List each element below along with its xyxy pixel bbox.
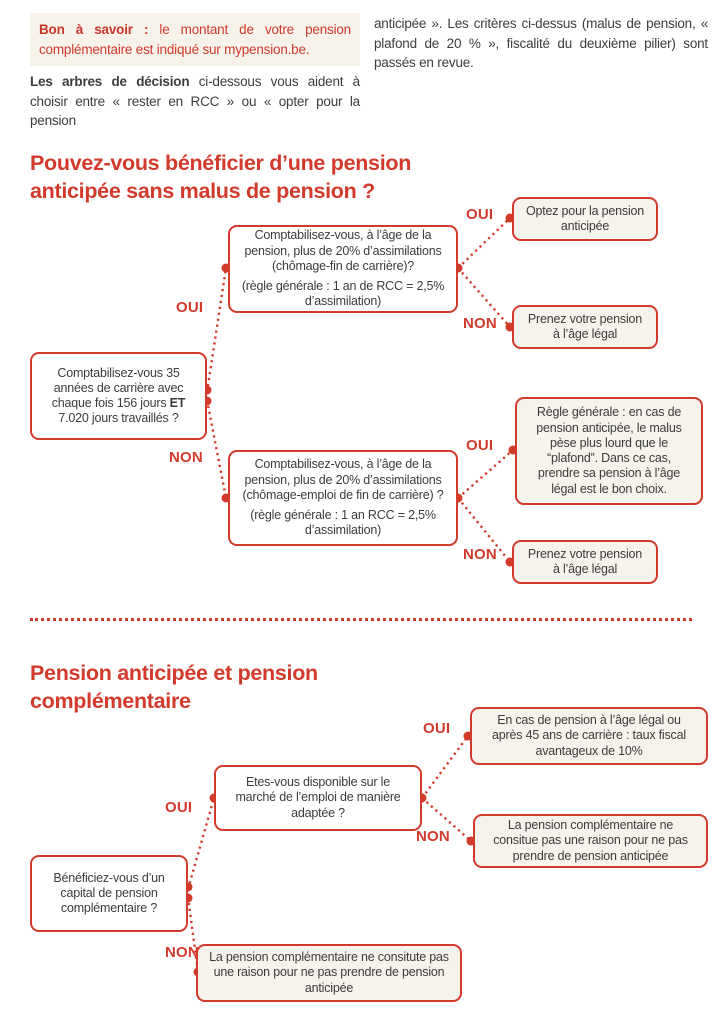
tree1-root-question-text [41,366,196,427]
tree1-root-post: 7.020 jours travaillés ? [58,411,179,426]
section-divider-dotted-line [30,618,692,621]
tree1-result-regle-generale-box: Règle générale : en cas de pension anticipée, le malus pèse plus lourd que le “plafond”. Dans ce cas, prendre sa pension à l’âge légal est le bon choix. [515,397,703,505]
tree1-root-pre: Comptabilisez-vous 35 années de carrière avec chaque fois 156 jours [51,365,184,410]
intro-paragraph-right: anticipée ». Les critères ci-dessus (malus de pension, « plafond de 20 % », fiscalité du deuxième pilier) sont passés en revue. [374,16,708,71]
tree1-label-non-root: NON [169,449,203,466]
tree1-label-non-q1: NON [463,315,497,332]
tree1-label-oui-root: OUI [176,299,204,316]
intro-paragraph-left-text: ci-dessous vous aident à choisir entre « rester en RCC » ou « opter pour la pension [30,74,360,129]
intro-paragraph-left [30,72,360,131]
tree1-result-pension-legale-box: Prenez votre pension à l’âge légal [512,305,658,349]
section2-heading: Pension anticipée et pension complémentaire [30,661,318,713]
tree1-result-optez-box: Optez pour la pension anticipée [512,197,658,241]
tree1-label-oui-q1: OUI [466,206,494,223]
tree2-label-non-root: NON [165,944,199,961]
tree1-root-bold: ET [169,396,186,410]
tree2-result-taux-fiscal-box: En cas de pension à l’âge légal ou après 45 ans de carrière : taux fiscal avantageux de 10% [470,707,708,765]
tree1-question2-note: (règle générale : 1 an RCC = 2,5% d’assimilation) [250,508,436,538]
tree1-label-non-q2: NON [463,546,497,563]
tree1-question2-box [228,450,458,546]
good-to-know-text: le montant de votre pension complémentaire est indiqué sur mypension.be. [39,22,351,57]
tree1-question1-box [228,225,458,313]
tree2-question-box: Etes-vous disponible sur le marché de l’emploi de manière adaptée ? [214,765,422,831]
tree2-label-oui-root: OUI [165,799,193,816]
section1-heading: Pouvez-vous bénéficier d’une pension anticipée sans malus de pension ? [30,151,412,203]
tree1-question1-note: (règle générale : 1 an de RCC = 2,5% d’assimilation) [241,279,445,309]
good-to-know-note [30,13,360,66]
tree1-label-oui-q2: OUI [466,437,494,454]
tree2-result-root-non-box: La pension complémentaire ne consitute pas une raison pour ne pas prendre de pension anticipée [196,944,462,1002]
tree2-result-pas-une-raison-box: La pension complémentaire ne consitue pas une raison pour ne pas prendre de pension anticipée [473,814,708,868]
tree1-result-pension-legale2-box: Prenez votre pension à l’âge légal [512,540,658,584]
tree1-root-question-box [30,352,207,440]
tree2-root-question-box: Bénéficiez-vous d’un capital de pension complémentaire ? [30,855,188,932]
tree1-question2-main: Comptabilisez-vous, à l’âge de la pension, plus de 20% d’assimilations (chômage-emploi de fin de carrière) ? [242,457,444,502]
tree2-label-oui-q: OUI [423,720,451,737]
tree2-label-non-q: NON [416,828,450,845]
intro-paragraph-left-lead: Les arbres de décision [30,74,199,89]
tree1-question1-main: Comptabilisez-vous, à l’âge de la pension, plus de 20% d’assimilations (chômage-fin de carrière)? [244,228,442,273]
good-to-know-lead: Bon à savoir : [39,22,160,37]
